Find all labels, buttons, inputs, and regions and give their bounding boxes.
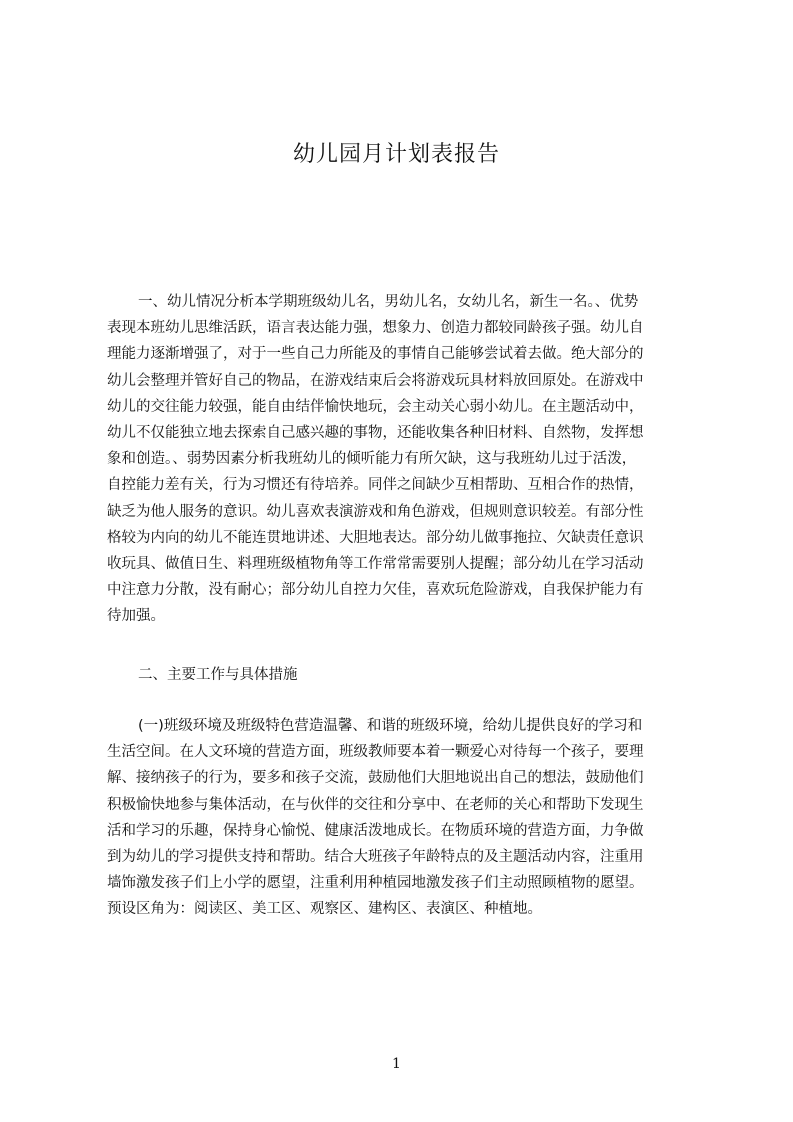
paragraph-class-environment: [107, 713, 699, 923]
paragraph-line: 表现本班幼儿思维活跃，语言表达能力强，想象力、创造力都较同龄孩子强。幼儿自: [107, 320, 644, 337]
paragraph-line: 一、幼儿情况分析本学期班级幼儿名，男幼儿名，女幼儿名，新生一名。、优势: [138, 294, 639, 310]
paragraph-line: 自控能力差有关，行为习惯还有待培养。同伴之间缺少互相帮助、互相合作的热情，: [107, 477, 644, 494]
paragraph-line: (一)班级环境及班级特色营造温馨、和谐的班级环境，给幼儿提供良好的学习和: [138, 718, 643, 734]
section-heading: 二、主要工作与具体措施: [138, 667, 298, 683]
paragraph-line: 活和学习的乐趣，保持身心愉悦、健康活泼地成长。在物质环境的营造方面，力争做: [107, 822, 644, 839]
paragraph-line: 中注意力分散，没有耐心；部分幼儿自控力欠佳，喜欢玩危险游戏，自我保护能力有: [107, 582, 644, 599]
section-heading-main-work: [107, 662, 699, 688]
paragraph-line: 缺乏为他人服务的意识。幼儿喜欢表演游戏和角色游戏，但规则意识较差。有部分性: [107, 503, 644, 520]
document-title: 幼儿园月计划表报告: [292, 142, 500, 167]
paragraph-line: 积极愉快地参与集体活动，在与伙伴的交往和分享中、在老师的关心和帮助下发现生: [107, 796, 644, 813]
paragraph-line: 墙饰激发孩子们上小学的愿望，注重利用种植园地激发孩子们主动照顾植物的愿望。: [107, 875, 644, 892]
paragraph-line: 理能力逐渐增强了，对于一些自己力所能及的事情自己能够尝试着去做。绝大部分的: [107, 346, 644, 363]
paragraph-line: 幼儿的交往能力较强，能自由结伴愉快地玩，会主动关心弱小幼儿。在主题活动中，: [107, 398, 644, 415]
paragraph-situation-analysis: [107, 289, 699, 630]
paragraph-line: 幼儿不仅能独立地去探索自己感兴趣的事物，还能收集各种旧材料、自然物，发挥想: [107, 425, 644, 442]
paragraph-line: 幼儿会整理并管好自己的物品，在游戏结束后会将游戏玩具材料放回原处。在游戏中: [107, 372, 644, 389]
paragraph-line: 生活空间。在人文环境的营造方面，班级教师要本着一颗爱心对待每一个孩子，要理: [107, 744, 644, 761]
page-number: 1: [392, 1056, 401, 1072]
paragraph-line: 象和创造。、弱势因素分析我班幼儿的倾听能力有所欠缺，这与我班幼儿过于活泼，: [107, 451, 637, 468]
paragraph-line: 格较为内向的幼儿不能连贯地讲述、大胆地表达。部分幼儿做事拖拉、欠缺责任意识: [107, 529, 644, 546]
paragraph-line: 预设区角为：阅读区、美工区、观察区、建构区、表演区、种植地。: [107, 901, 542, 918]
paragraph-line: 解、接纳孩子的行为，要多和孩子交流，鼓励他们大胆地说出自己的想法，鼓励他们: [107, 770, 644, 787]
paragraph-line: 待加强。: [107, 608, 165, 625]
paragraph-line: 收玩具、做值日生、料理班级植物角等工作常常需要别人提醒；部分幼儿在学习活动: [107, 556, 644, 573]
paragraph-line: 到为幼儿的学习提供支持和帮助。结合大班孩子年龄特点的及主题活动内容，注重用: [107, 849, 644, 866]
